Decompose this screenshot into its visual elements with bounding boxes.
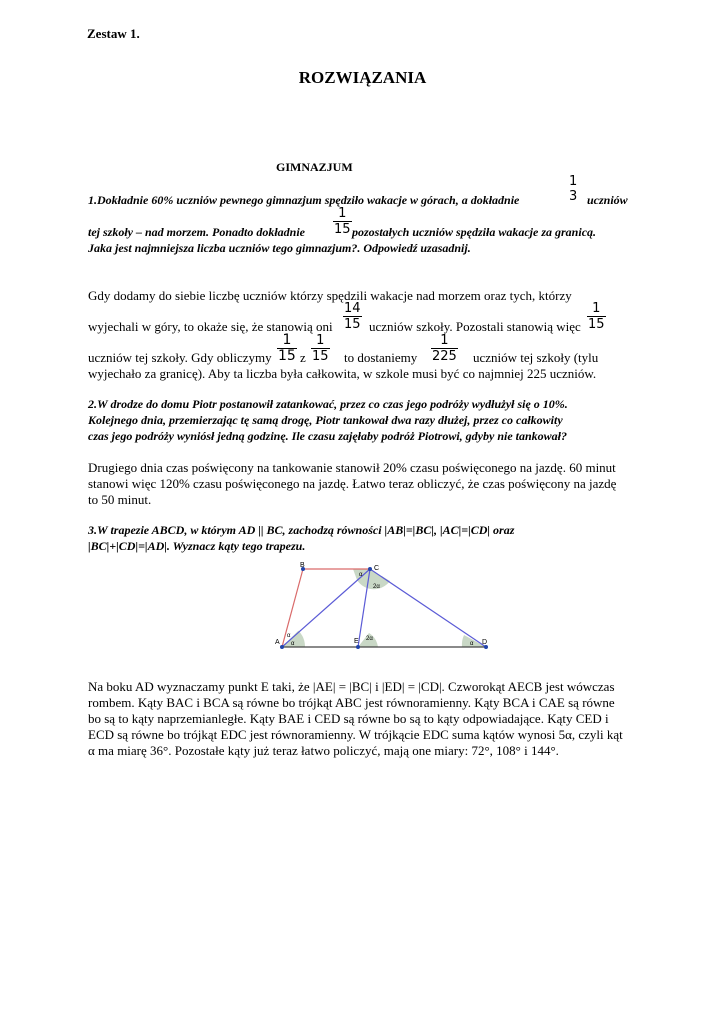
fraction-numerator: 1 (569, 174, 578, 189)
angle-label-alpha: α (291, 641, 295, 647)
task1-question-line: Jaka jest najmniejsza liczba uczniów tego gimnazjum?. Odpowiedź uzasadnij. (88, 241, 471, 255)
task3-question-line: 3.W trapezie ABCD, w którym AD || BC, zachodzą równości |AB|=|BC|, |AC|=|CD| oraz (88, 523, 515, 537)
fraction-denominator: 15 (334, 222, 351, 237)
fraction-numerator: 1 (316, 333, 325, 348)
label-a: A (275, 639, 280, 646)
task3-answer-line: α ma miarę 36°. Pozostałe kąty już teraz łatwo policzyć, mają one miary: 72°, 108° i 144°. (88, 743, 559, 758)
fraction-denominator: 3 (569, 189, 578, 204)
trapezoid-figure (272, 561, 502, 651)
fraction (333, 206, 352, 237)
point-c (368, 567, 372, 571)
label-c: C (374, 565, 380, 572)
fraction (587, 301, 606, 332)
point-e (356, 645, 360, 649)
angle-label-alpha: α (470, 641, 474, 647)
angle-label-alpha: α (359, 572, 363, 578)
task2-question-line: 2.W drodze do domu Piotr postanowił zatankować, przez co czas jego podróży wydłużył się o 10%. (88, 397, 568, 411)
task1-answer-line: Gdy dodamy do siebie liczbę uczniów którzy spędzili wakacje nad morzem oraz tych, którzy (88, 288, 572, 303)
task1-answer-line: uczniów tej szkoły. Gdy obliczymy (88, 350, 272, 365)
fraction (343, 301, 362, 332)
task1-question-line: pozostałych uczniów spędziła wakacje za granicą. (352, 225, 597, 239)
fraction (311, 333, 330, 364)
fraction-numerator: 1 (338, 206, 347, 221)
angle-label-2alpha: 2α (366, 636, 373, 642)
fraction-denominator: 15 (588, 317, 605, 332)
point-a (280, 645, 284, 649)
task1-question-line: tej szkoły – nad morzem. Ponadto dokładnie (88, 225, 306, 239)
fraction-denominator: 15 (278, 348, 296, 364)
page-title: ROZWIĄZANIA (298, 68, 427, 87)
task2-answer-line: stanowi więc 120% czasu poświęconego na jazdę. Łatwo teraz obliczyć, że czas poświęcony na jazdę (88, 476, 617, 491)
set-label: Zestaw 1. (87, 26, 140, 41)
task3-answer-line: ECD są równe bo trójkąt EDC jest równoramienny. W trójkącie EDC suma kątów wynosi 5α, czyli kąt (88, 727, 623, 742)
label-e: E (354, 638, 359, 645)
task1-answer-line: wyjechali w góry, to okaże się, że stanowią oni (88, 319, 333, 334)
task3-answer-line: Na boku AD wyznaczamy punkt E taki, że |AE| = |BC| i |ED| = |CD|. Czworokąt AECB jest wówczas (88, 679, 615, 694)
section-heading: GIMNAZJUM (276, 160, 353, 174)
fraction-denominator: 15 (312, 349, 329, 364)
task1-answer-line: wyjechało za granicę). Aby ta liczba była całkowita, w szkole musi być co najmniej 225 uczniów. (88, 366, 597, 381)
task1-answer-line: uczniów szkoły. Pozostali stanowią więc (369, 319, 581, 334)
fraction-denominator: 225 (432, 349, 457, 364)
fraction (568, 174, 578, 204)
fraction-numerator: 1 (592, 301, 601, 316)
task2-question-line: czas jego podróży wyniósł jedną godzinę. Ile czasu zajęłaby podróż Piotrowi, gdyby nie tankował? (88, 429, 568, 443)
fraction (431, 333, 458, 364)
label-b: B (300, 562, 305, 569)
task2-answer-line: to 50 minut. (88, 492, 152, 507)
task1-question-line: 1.Dokładnie 60% uczniów pewnego gimnazjum spędziło wakacje w górach, a dokładnie (88, 193, 520, 207)
fraction (277, 333, 297, 364)
angle-label-2alpha: 2α (373, 584, 380, 590)
angle-label-alpha: α (287, 633, 291, 639)
task1-question-line: uczniów (587, 193, 628, 207)
label-d: D (482, 639, 488, 646)
task1-answer-text: z (300, 350, 306, 365)
task3-answer-line: bo są to kąty naprzemianległe. Kąty BAE i CED są równe bo są to kąty odpowiadające. Kąty CED i (88, 711, 609, 726)
segment-ac (282, 569, 370, 647)
fraction-numerator: 14 (344, 301, 361, 316)
task3-question-line: |BC|+|CD|=|AD|. Wyznacz kąty tego trapezu. (88, 539, 306, 553)
task3-answer-line: rombem. Kąty BAC i BCA są równe bo trójkąt ABC jest równoramienny. Kąty BCA i CAE są równe (88, 695, 615, 710)
task1-answer-text: uczniów tej szkoły (tylu (473, 350, 599, 365)
task2-answer-line: Drugiego dnia czas poświęcony na tankowanie stanowił 20% czasu poświęconego na jazdę. 60 minut (88, 460, 616, 475)
task2-question-line: Kolejnego dnia, przemierzając tę samą drogę, Piotr tankował dwa razy dłużej, przez co całkowity (88, 413, 563, 427)
fraction-denominator: 15 (344, 317, 361, 332)
fraction-numerator: 1 (282, 332, 292, 348)
task1-answer-text: to dostaniemy (344, 350, 418, 365)
segment-cd (370, 569, 486, 647)
fraction-numerator: 1 (440, 333, 449, 348)
